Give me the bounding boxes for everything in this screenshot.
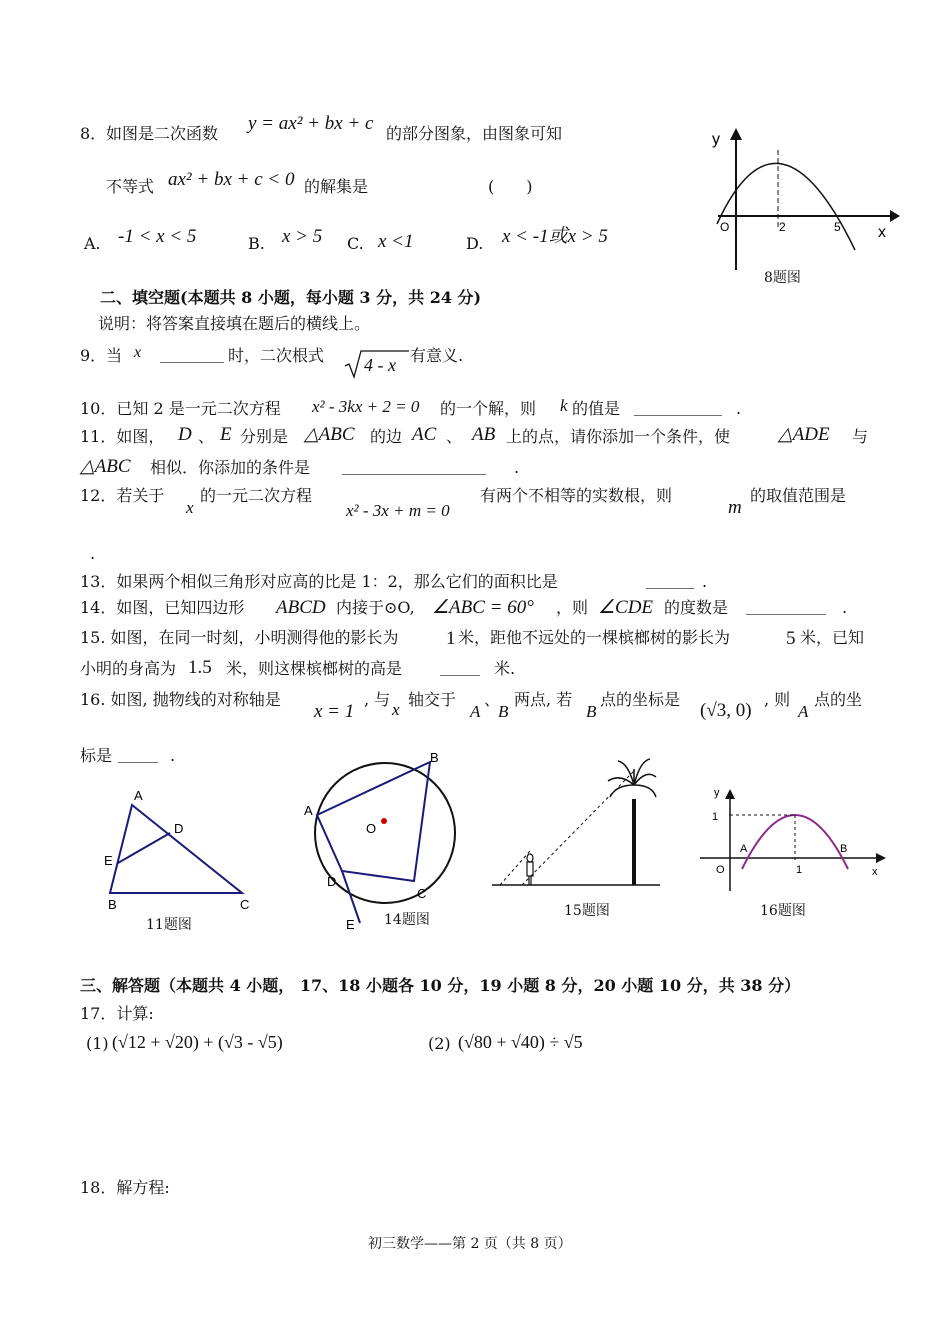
q12-m: m	[728, 497, 742, 518]
q10-end: .	[736, 399, 742, 418]
q8-option-c: x <1	[378, 231, 414, 252]
q12-text-a: 12．若关于	[80, 486, 165, 505]
q9-text-b: 时，二次根式	[228, 346, 325, 365]
q9-radicand: 4 - x	[364, 355, 396, 375]
q15-text-1: 15. 如图，在同一时刻，小明测得他的影长为	[80, 628, 399, 647]
q12-equation: x² - 3x + m = 0	[346, 501, 450, 520]
q15-shadow-1: 1	[446, 628, 456, 649]
fig16-B: B	[840, 843, 848, 855]
q13-blank: ______	[646, 570, 694, 589]
fig16-caption: 16题图	[760, 903, 806, 919]
q12-x: x	[186, 498, 194, 517]
q12-text-c: 有两个不相等的实数根，则	[480, 486, 673, 505]
q8-answer-paren: ( )	[488, 177, 533, 196]
q16-sep: 、	[484, 690, 501, 709]
q16-text-4: 两点, 若	[514, 690, 573, 709]
q16-A: A	[470, 702, 481, 721]
q14-angle: ∠ABC = 60°	[432, 597, 534, 618]
q8-inequality: ax² + bx + c < 0	[168, 169, 295, 190]
fig8-caption: 8题图	[764, 270, 801, 286]
q16-axis: x = 1	[314, 701, 355, 722]
fig15-shadow-figure	[490, 755, 670, 890]
fig8-x-label: x	[878, 224, 886, 241]
q8-number: 8．	[80, 124, 107, 143]
q8-text-d: 的解集是	[304, 177, 369, 196]
q16-coord: (√3, 0)	[700, 700, 752, 721]
q15-text-6: 米.	[494, 659, 516, 678]
fig8-origin: O	[720, 220, 730, 234]
q14-text-c: ，则	[556, 598, 589, 617]
q15-height: 1.5	[188, 657, 212, 678]
q10-text-b: 的一个解，则	[440, 399, 537, 418]
q14-end: .	[842, 598, 848, 617]
q8-option-b: x > 5	[282, 226, 323, 247]
fig16-one-x: 1	[796, 864, 803, 876]
q16-blank: _____	[118, 744, 158, 763]
q10-text-a: 10．已知 2 是一元二次方程	[80, 399, 281, 418]
q14-angle-2: ∠CDE	[598, 597, 654, 618]
q17-part2-expr: (√80 + √40) ÷ √5	[458, 1032, 583, 1052]
fig14-B: B	[430, 750, 439, 765]
q15-text-2: 米，距他不远处的一棵槟榔树的影长为	[458, 628, 731, 647]
q14-text-b: 内接于⊙O,	[336, 598, 415, 617]
fig16-one-y: 1	[712, 811, 719, 823]
q11-AB: AB	[472, 424, 496, 445]
q8-text-c: 不等式	[106, 177, 155, 196]
q11-end: .	[514, 458, 520, 477]
fig11-caption: 11题图	[146, 917, 192, 933]
q16-text-7: 点的坐	[814, 690, 863, 709]
q14-text-a: 14．如图，已知四边形	[80, 598, 245, 617]
page-footer: 初三数学——第 2 页（共 8 页）	[368, 1236, 572, 1252]
section2-note: 说明：将答案直接填在题后的横线上。	[98, 314, 371, 333]
section2-title: 二、填空题(本题共 8 小题，每小题 3 分，共 24 分)	[100, 288, 482, 307]
q13-end: .	[702, 572, 708, 591]
q11-text-2: 分别是	[240, 427, 289, 446]
q12-text-d: 的取值范围是	[750, 486, 847, 505]
fig16-parabola	[700, 785, 890, 895]
q17-title: 17．计算:	[80, 1004, 154, 1023]
fig14-E: E	[346, 917, 355, 932]
q15-blank: _____	[440, 657, 480, 676]
q15-text-3: 米，已知	[800, 628, 865, 647]
q14-quad: ABCD	[276, 597, 326, 618]
q16-B-2: B	[586, 702, 597, 721]
q11-D: D	[178, 424, 192, 445]
fig11-triangle	[100, 785, 260, 915]
q16-text-2: , 与	[364, 690, 391, 709]
fig14-O: O	[366, 821, 377, 836]
q9-blank: ________	[160, 344, 224, 363]
fig15-caption: 15题图	[564, 903, 610, 919]
section3-title: 三、解答题（本题共 4 小题， 17、18 小题各 10 分，19 小题 8 分，20 小题 10 分，共 38 分）	[80, 976, 801, 995]
q16-text-6: , 则	[764, 690, 791, 709]
fig14-D: D	[327, 874, 337, 889]
q11-AC: AC	[412, 424, 437, 445]
q17-part1-label: (1)	[86, 1034, 109, 1053]
q10-blank: ___________	[634, 397, 722, 416]
q8-text-b: 的部分图象，由图象可知	[386, 124, 563, 143]
fig16-A: A	[740, 843, 748, 855]
q11-text-3: 的边	[370, 427, 403, 446]
q18-title: 18．解方程:	[80, 1178, 170, 1197]
q15-text-5: 米，则这棵槟榔树的高是	[226, 659, 403, 678]
q11-blank: __________________	[342, 456, 486, 475]
fig16-origin: O	[716, 864, 725, 876]
fig8-tick-5: 5	[834, 220, 841, 234]
q15-shadow-5: 5	[786, 628, 796, 649]
q17-part1-expr: (√12 + √20) + (√3 - √5)	[112, 1032, 283, 1052]
q16-end: .	[170, 746, 176, 765]
q11-sep-2: 、	[446, 427, 463, 446]
q11-text-4: 上的点，请你添加一个条件，使	[506, 427, 731, 446]
q8-function: y = ax² + bx + c	[248, 113, 374, 134]
q12-text-b: 的一元二次方程	[200, 486, 313, 505]
q10-equation: x² - 3kx + 2 = 0	[312, 397, 420, 416]
q9-text-c: 有意义.	[410, 346, 464, 365]
fig11-B: B	[108, 897, 117, 912]
q15-text-4: 小明的身高为	[80, 659, 177, 678]
q17-part2-label: (2)	[428, 1034, 451, 1053]
q11-sep-1: 、	[198, 427, 215, 446]
q8-option-d-label: D.	[466, 234, 484, 253]
q8-text-a: 如图是二次函数	[106, 124, 219, 143]
q9-var: x	[134, 344, 142, 361]
q16-x: x	[392, 700, 400, 719]
fig11-A: A	[134, 788, 143, 803]
fig11-E: E	[104, 853, 113, 868]
q8-parabola-figure	[700, 120, 900, 290]
q11-tri-ade: △ADE	[778, 424, 830, 445]
fig14-caption: 14题图	[384, 912, 430, 928]
q13-text: 13．如果两个相似三角形对应高的比是 1：2，那么它们的面积比是	[80, 572, 558, 591]
fig8-tick-2: 2	[779, 220, 786, 234]
fig8-y-label: y	[712, 131, 720, 148]
q11-E: E	[220, 424, 232, 445]
fig16-y: y	[714, 787, 720, 799]
q8-option-c-label: C.	[347, 234, 364, 253]
q11-text-1: 11．如图，	[80, 427, 165, 446]
q8-option-a-label: A.	[84, 234, 101, 253]
q8-option-d: x < -1或x > 5	[502, 226, 608, 247]
q16-text-8: 标是	[80, 746, 113, 765]
fig11-D: D	[174, 821, 184, 836]
q16-text-3: 轴交于	[408, 690, 457, 709]
q16-text-1: 16. 如图, 抛物线的对称轴是	[80, 690, 281, 709]
fig14-C: C	[417, 886, 427, 901]
q8-option-b-label: B.	[248, 234, 265, 253]
fig14-A: A	[304, 803, 313, 818]
q12-end: .	[90, 544, 96, 563]
fig14-circle	[300, 745, 470, 935]
q10-text-c: 的值是	[572, 399, 621, 418]
q10-k: k	[560, 396, 568, 415]
q9-text-a: 9．当	[80, 346, 123, 365]
q11-tri-abc: △ABC	[304, 424, 355, 445]
fig16-x: x	[872, 866, 878, 878]
q11-text-5: 与	[852, 427, 869, 446]
q14-blank: __________	[746, 596, 826, 615]
q14-text-d: 的度数是	[664, 598, 729, 617]
q16-text-5: 点的坐标是	[600, 690, 681, 709]
q16-A-2: A	[798, 702, 809, 721]
q11-tri-abc-2: △ABC	[80, 456, 131, 477]
q16-B: B	[498, 702, 509, 721]
fig11-C: C	[240, 897, 250, 912]
q11-text-6: 相似．你添加的条件是	[150, 458, 311, 477]
q8-option-a: -1 < x < 5	[118, 226, 197, 247]
